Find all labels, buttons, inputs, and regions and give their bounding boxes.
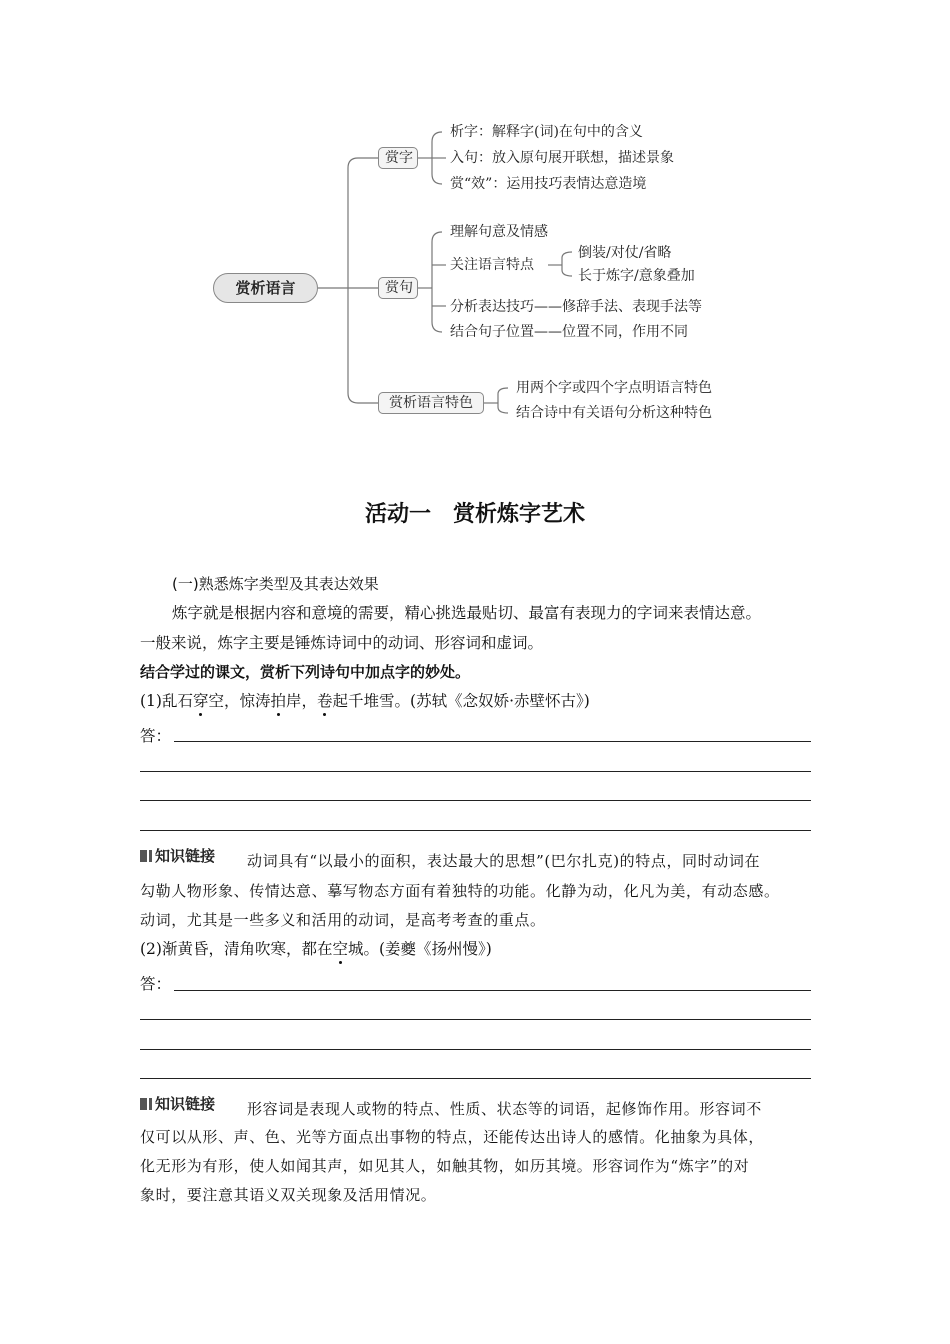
dotted-char: 卷 [317, 692, 333, 710]
square-icon [140, 850, 152, 862]
branch-item: 入句：放入原句展开联想，描述景象 [450, 150, 674, 166]
mind-map-root: 赏析语言 [213, 273, 318, 303]
branch-item: 结合句子位置——位置不同，作用不同 [450, 324, 688, 340]
answer-line[interactable] [140, 1019, 811, 1020]
answer-line[interactable] [174, 741, 811, 742]
branch-item: 析字：解释字(词)在句中的含义 [450, 124, 643, 140]
knowledge-text: 仅可以从形、声、色、光等方面点出事物的特点，还能传达出诗人的感情。化抽象为具体， [140, 1128, 765, 1146]
branch-language-features: 赏析语言特色 [378, 392, 484, 414]
mind-map [0, 0, 950, 440]
answer-line[interactable] [174, 990, 811, 991]
knowledge-text: 动词具有“以最小的面积，表达最大的思想”(巴尔扎克)的特点，同时动词在 [247, 852, 761, 870]
branch-appreciate-word: 赏字 [378, 147, 418, 169]
answer-label: 答： [140, 975, 172, 993]
question-1 [140, 690, 590, 712]
instruction: 结合学过的课文，赏析下列诗句中加点字的妙处。 [140, 663, 471, 681]
square-icon [140, 1098, 152, 1110]
knowledge-text: 形容词是表现人或物的特点、性质、状态等的词语，起修饰作用。形容词不 [247, 1100, 762, 1118]
section-heading: (一)熟悉炼字类型及其表达效果 [172, 575, 379, 593]
knowledge-tag-label: 知识链接 [155, 1095, 216, 1113]
q1-text: 岸， [286, 692, 318, 710]
answer-line[interactable] [140, 830, 811, 831]
dotted-char: 穿 [192, 692, 209, 710]
branch-appreciate-sentence: 赏句 [378, 277, 418, 299]
branch-item: 赏“效”：运用技巧表情达意造境 [450, 176, 647, 192]
q2-text: 城。(姜夔《扬州慢》) [347, 940, 492, 958]
answer-line[interactable] [140, 800, 811, 801]
q1-text: 空，惊涛 [208, 692, 271, 710]
sub-item: 倒装/对仗/省略 [578, 245, 672, 261]
question-2 [140, 938, 492, 960]
branch-item: 关注语言特点 [450, 257, 534, 273]
knowledge-text: 化无形为有形，使人如闻其声，如见其人，如触其物，如历其境。形容词作为“炼字”的对 [140, 1157, 750, 1175]
knowledge-text: 动词，尤其是一些多义和活用的动词，是高考考查的重点。 [140, 911, 546, 929]
answer-line[interactable] [140, 1078, 811, 1079]
knowledge-text: 象时，要注意其语义双关现象及活用情况。 [140, 1186, 437, 1204]
branch-item: 用两个字或四个字点明语言特色 [516, 380, 712, 396]
answer-label: 答： [140, 727, 172, 745]
activity-title: 活动一 赏析炼字艺术 [364, 502, 585, 527]
dotted-char: 拍 [270, 692, 287, 710]
sub-item: 长于炼字/意象叠加 [578, 268, 695, 284]
q2-text: (2)渐黄昏，清角吹寒，都在 [140, 940, 333, 958]
q1-text: (1)乱石 [140, 692, 193, 710]
dotted-char: 空 [332, 940, 348, 958]
knowledge-tag [140, 846, 215, 866]
paragraph-line: 一般来说，炼字主要是锤炼诗词中的动词、形容词和虚词。 [140, 634, 544, 652]
branch-item: 理解句意及情感 [450, 224, 548, 240]
q1-text: 起千堆雪。(苏轼《念奴娇·赤壁怀古》) [332, 692, 590, 710]
knowledge-tag [140, 1094, 215, 1114]
mind-map-connectors [0, 0, 950, 440]
branch-item: 分析表达技巧——修辞手法、表现手法等 [450, 299, 702, 315]
knowledge-text: 勾勒人物形象、传情达意、摹写物态方面有着独特的功能。化静为动，化凡为美，有动态感。 [140, 882, 780, 900]
branch-item: 结合诗中有关语句分析这种特色 [516, 405, 712, 421]
answer-line[interactable] [140, 1049, 811, 1050]
paragraph-line: 炼字就是根据内容和意境的需要，精心挑选最贴切、最富有表现力的字词来表情达意。 [172, 604, 762, 622]
knowledge-tag-label: 知识链接 [155, 847, 216, 865]
answer-line[interactable] [140, 771, 811, 772]
